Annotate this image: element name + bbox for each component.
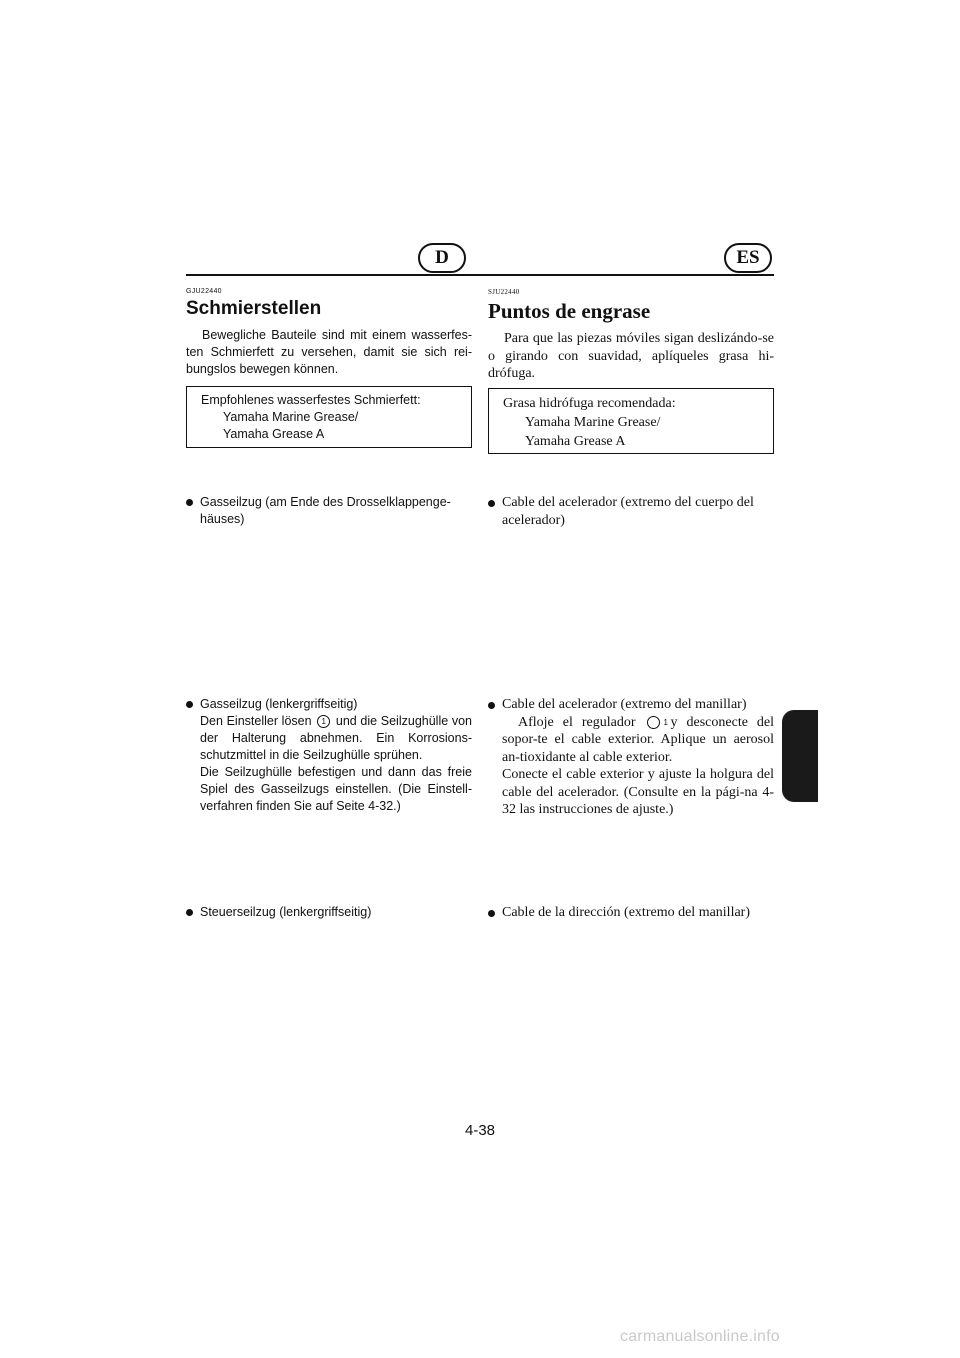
column-spanish [488,286,774,383]
body-text: Afloje el regulador [518,714,636,730]
box-label: Empfohlenes wasserfestes Schmierfett: [201,393,421,407]
list-item-text: Cable de la dirección (extremo del manillar) [502,905,751,920]
recommended-grease-box [488,388,774,454]
chapter-tab [782,710,818,802]
recommended-grease-box [186,386,472,448]
list-item-text: Steuerseilzug (lenkergriffseitig) [200,905,372,919]
list-item [488,696,774,819]
list-item [186,696,472,815]
intro-paragraph: Bewegliche Bauteile sind mit einem wasserfes-ten Schmierfett zu versehen, damit sie sich rei-bungslos bewegen können. [186,328,472,376]
column-german [186,286,472,378]
body-text: Die Seilzughülle befestigen und dann das freie Spiel des Gasseilzugs einstellen. (Die Einstell-verfahren finden Sie auf Seite 4-32.) [200,765,472,813]
box-value: Yamaha Marine Grease/ [525,415,661,430]
header-rule [186,274,774,276]
bullet-icon [488,702,495,709]
page-number: 4-38 [464,1122,496,1139]
list-item-text: Cable del acelerador (extremo del cuerpo del acelerador) [502,495,754,528]
body-text: y desconecte del sopor-te el cable exterior. Aplique un aerosol an-tioxidante al cable exterior. [502,714,775,765]
box-value: Yamaha Grease A [223,427,325,441]
bullet-icon [186,701,193,708]
language-badge-de: D [418,243,466,273]
callout-marker: 1 [317,715,330,728]
section-title: Puntos de engrase [488,299,651,323]
list-item-body [186,713,472,815]
box-label: Grasa hidrófuga recomendada: [503,396,676,411]
list-item-text: Gasseilzug (am Ende des Drosselklappenge-häuses) [200,495,451,526]
list-item [186,494,472,528]
bullet-icon [186,499,193,506]
bullet-icon [488,500,495,507]
box-value: Yamaha Marine Grease/ [223,410,359,424]
bullet-icon [186,909,193,916]
language-badge-es: ES [724,243,772,273]
watermark: carmanualsonline.info [620,1328,780,1345]
callout-marker: 1 [647,716,660,729]
box-value: Yamaha Grease A [525,434,626,449]
list-item-heading: Gasseilzug (lenkergriffseitig) [200,697,358,711]
body-text: Den Einsteller lösen [200,714,312,728]
section-code: GJU22440 [186,288,222,295]
list-item [488,494,774,529]
body-text: Conecte el cable exterior y ajuste la holgura del cable del acelerador. (Consulte en la pági-na 4-32 las instrucciones de ajuste.) [502,767,774,817]
list-item [186,904,472,921]
intro-paragraph: Para que las piezas móviles sigan deslizándo-se o girando con suavidad, aplíqueles grasa hi-drófuga. [488,331,774,381]
section-title: Schmierstellen [186,298,322,319]
list-item [488,904,774,922]
body-text: und die Seilzughülle von der Halterung abnehmen. Ein Korrosions-schutzmittel in die Seilzughülle sprühen. [200,714,472,762]
bullet-icon [488,910,495,917]
section-code: SJU22440 [488,288,520,296]
body-paragraph [502,714,774,767]
list-item-heading: Cable del acelerador (extremo del manillar) [502,697,747,712]
list-item-body [488,714,774,819]
